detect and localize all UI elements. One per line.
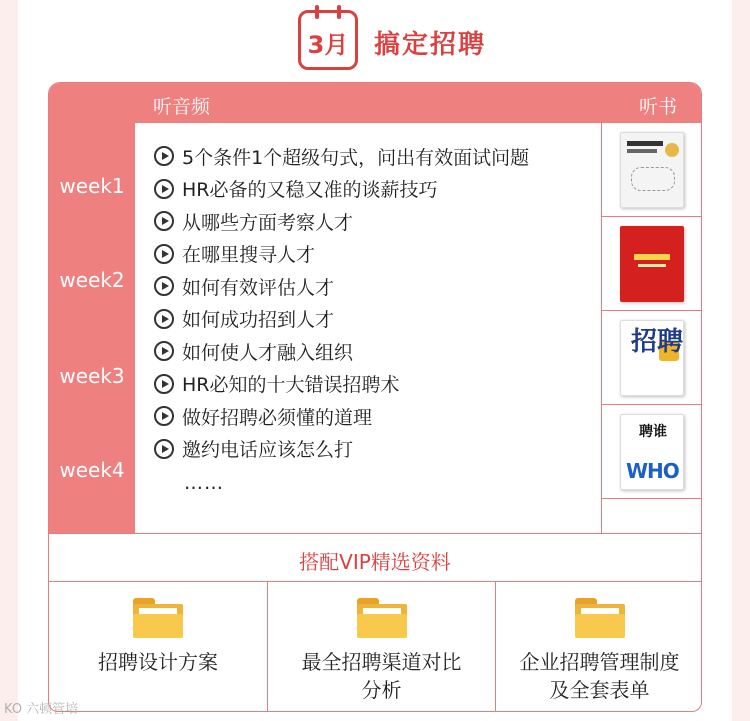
- page: [18, 0, 732, 721]
- lesson-item[interactable]: [154, 205, 594, 238]
- play-icon[interactable]: [154, 341, 174, 361]
- lesson-title: 如何有效评估人才: [182, 276, 335, 299]
- play-icon[interactable]: [154, 244, 174, 264]
- table-header: [49, 83, 701, 123]
- week-label-1: week1: [59, 174, 125, 198]
- lesson-title: 在哪里搜寻人才: [182, 244, 316, 267]
- book-cover-talent-icon[interactable]: [620, 132, 684, 208]
- book-cover-who-icon[interactable]: [620, 414, 684, 490]
- lesson-title: 如何成功招到人才: [182, 309, 335, 332]
- lesson-title: 如何使人才融入组织: [182, 341, 354, 364]
- column-header-audio: 听音频: [153, 96, 211, 118]
- play-icon[interactable]: [154, 406, 174, 426]
- resource-row: [48, 582, 702, 712]
- vip-title-row: [48, 534, 702, 582]
- play-icon[interactable]: [154, 276, 174, 296]
- book-cover-4-main: WHO: [626, 459, 679, 483]
- lesson-item[interactable]: [154, 400, 594, 433]
- play-icon[interactable]: [154, 374, 174, 394]
- calendar-ring-right: [337, 5, 341, 19]
- more-ellipsis: ……: [184, 472, 224, 494]
- week-column: [49, 123, 135, 533]
- lesson-item[interactable]: [154, 270, 594, 303]
- week-label-4: week4: [59, 458, 125, 482]
- book-cell-3[interactable]: [602, 311, 702, 405]
- book-cell-1[interactable]: [602, 123, 702, 217]
- lesson-title: 邀约电话应该怎么打: [182, 439, 354, 462]
- page-title: 搞定招聘: [374, 30, 487, 60]
- play-icon[interactable]: [154, 309, 174, 329]
- lesson-title: HR必备的又稳又准的谈薪技巧: [182, 179, 438, 202]
- resource-management-system[interactable]: [495, 582, 702, 712]
- lesson-item[interactable]: [154, 368, 594, 401]
- folder-icon: [357, 598, 407, 638]
- lesson-item[interactable]: [154, 140, 594, 173]
- play-icon[interactable]: [154, 146, 174, 166]
- calendar-month-icon: [298, 10, 358, 70]
- book-cell-4[interactable]: [602, 405, 702, 499]
- calendar-ring-left: [315, 5, 319, 19]
- lesson-item[interactable]: [154, 238, 594, 271]
- play-icon[interactable]: [154, 439, 174, 459]
- lesson-item[interactable]: [154, 173, 594, 206]
- watermark: KO 六顿管培: [4, 702, 79, 717]
- lesson-item[interactable]: [154, 335, 594, 368]
- book-cover-red-icon[interactable]: [620, 226, 684, 302]
- book-cover-4-title: 聘谁: [639, 424, 667, 440]
- week-label-2: week2: [59, 268, 125, 292]
- resource-channel-compare[interactable]: [267, 582, 495, 712]
- folder-icon: [133, 598, 183, 638]
- book-column: [601, 123, 702, 533]
- lesson-item[interactable]: [154, 303, 594, 336]
- play-icon[interactable]: [154, 179, 174, 199]
- play-icon[interactable]: [154, 211, 174, 231]
- lesson-title: HR必知的十大错误招聘术: [182, 374, 400, 397]
- vip-title: 搭配VIP精选资料: [299, 550, 451, 574]
- book-cover-3-title: 招聘: [631, 327, 684, 357]
- lesson-title: 从哪些方面考察人才: [182, 211, 354, 234]
- folder-icon: [575, 598, 625, 638]
- book-cell-2[interactable]: [602, 217, 702, 311]
- month-label: 3月: [307, 31, 349, 59]
- lesson-item[interactable]: [154, 433, 594, 466]
- column-header-book: 听书: [638, 96, 677, 118]
- week-label-3: week3: [59, 364, 125, 388]
- resource-label: 招聘设计方案: [98, 650, 218, 674]
- book-cover-zhaopin-icon[interactable]: [620, 320, 684, 396]
- lesson-title: 5个条件1个超级句式，问出有效面试问题: [182, 146, 530, 169]
- lesson-list: [154, 140, 594, 465]
- resource-label: 最全招聘渠道对比 分析: [301, 650, 462, 702]
- resource-label: 企业招聘管理制度 及全套表单: [519, 650, 680, 702]
- lesson-title: 做好招聘必须懂的道理: [182, 406, 373, 429]
- resource-design-plan[interactable]: [49, 582, 267, 712]
